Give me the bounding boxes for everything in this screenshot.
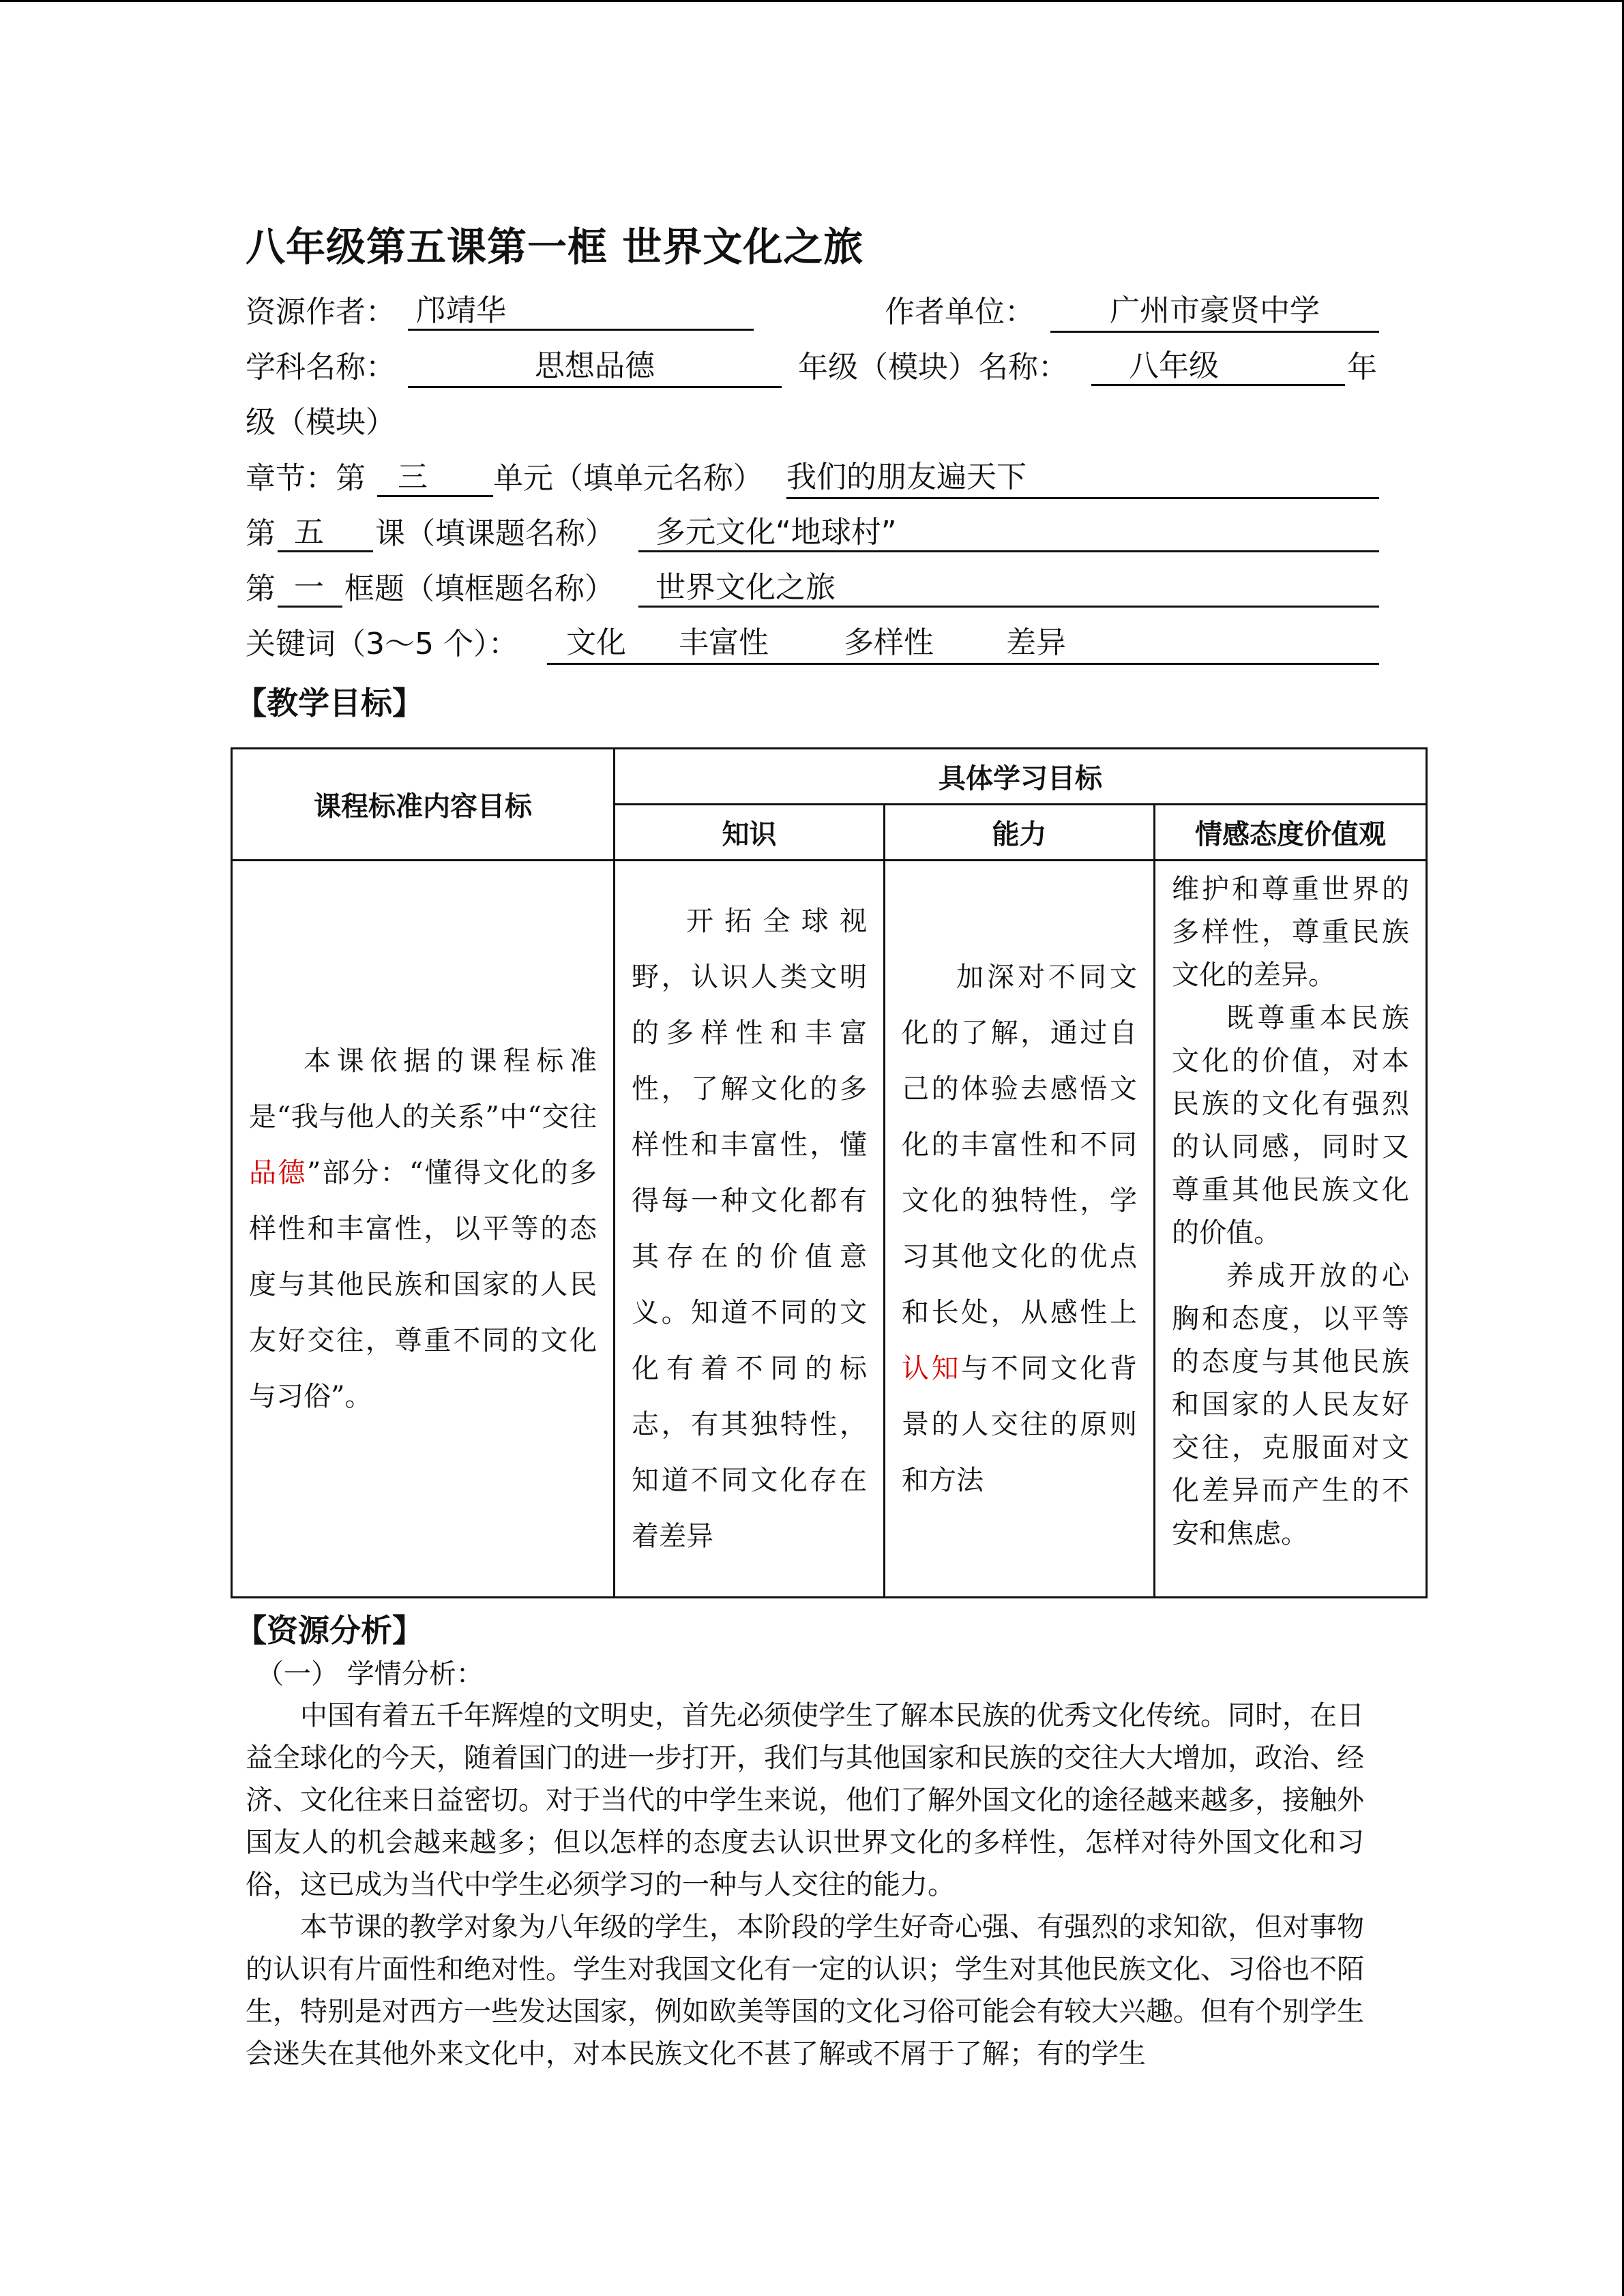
lesson-name: 多元文化“地球村” bbox=[638, 513, 1379, 552]
section-heading-resources: 【资源分析】 bbox=[235, 1612, 424, 1649]
lesson-prefix: 第 bbox=[246, 516, 276, 551]
paragraph: 本节课的教学对象为八年级的学生，本阶段的学生好奇心强、有强烈的求知欲，但对事物的认识有片面性和绝对性。学生对我国文化有一定的认识；学生对其他民族文化、习俗也不陌生，特别是对西方一些发达国家，例如欧美等国的文化习俗可能会有较大兴趣。但有个别学生会迷失在其他外来文化中，对本民族文化不甚了解或不屑于了解；有的学生 bbox=[246, 1911, 1364, 2070]
frame-prefix: 第 bbox=[246, 571, 276, 606]
cell-knowledge: 开拓全球视野，认识人类文明的多样性和丰富性，了解文化的多样性和丰富性，懂得每一种文化都有其存在的价值意义。知道不同的文化有着不同的标志，有其独特性，知道不同文化存在着差异 bbox=[615, 861, 885, 1598]
grade-suffix: 年 bbox=[1347, 350, 1377, 385]
grade-value: 八年级 bbox=[1091, 346, 1345, 386]
section-heading-goals: 【教学目标】 bbox=[235, 685, 424, 721]
highlight-text: 认知 bbox=[902, 1353, 962, 1384]
lesson-mid: 课（填课题名称） bbox=[375, 516, 615, 551]
objectives-table bbox=[231, 747, 1428, 1598]
keywords-label: 关键词（3～5 个）： bbox=[246, 627, 518, 661]
keyword: 丰富性 bbox=[679, 625, 769, 660]
keyword: 文化 bbox=[566, 625, 626, 660]
grade-suffix-wrap: 级（模块） bbox=[246, 405, 396, 440]
frame-number: 一 bbox=[278, 568, 342, 608]
keyword: 多样性 bbox=[844, 625, 934, 660]
cell-attitude: 维护和尊重世界的多样性，尊重民族文化的差异。 既尊重本民族文化的价值，对本民族的文化有强烈的认同感，同时又尊重其他民族文化的价值。 养成开放的心胸和态度，以平等的态度与其他民族和国家的人民友好交往，克服面对文化差异而产生的不安和焦虑。 bbox=[1155, 861, 1427, 1598]
page-title: 八年级第五课第一框 世界文化之旅 bbox=[246, 224, 864, 270]
header-ability: 能力 bbox=[885, 805, 1155, 861]
unit-label: 作者单位： bbox=[885, 295, 1035, 329]
cell-ability: 加深对不同文化的了解，通过自己的体验去感悟文化的丰富性和不同文化的独特性，学习其他文化的优点和长处，从感性上认知与不同文化背景的人交往的原则和方法 bbox=[885, 861, 1155, 1598]
sub-heading: （一） 学情分析： bbox=[256, 1658, 484, 1690]
keywords-value bbox=[547, 623, 1379, 665]
grade-label: 年级（模块）名称： bbox=[798, 350, 1068, 385]
chapter-label: 章节：第 bbox=[246, 461, 366, 496]
header-attitude: 情感态度价值观 bbox=[1155, 805, 1427, 861]
subject-value: 思想品德 bbox=[408, 346, 782, 388]
highlight-text: 品德 bbox=[249, 1157, 307, 1189]
header-standard: 课程标准内容目标 bbox=[232, 749, 615, 861]
chapter-number: 三 bbox=[377, 458, 493, 497]
author-label: 资源作者： bbox=[246, 295, 396, 329]
header-specific-goals: 具体学习目标 bbox=[615, 749, 1427, 805]
cell-standard: 本课依据的课程标准是“我与他人的关系”中“交往品德”部分：“懂得文化的多样性和丰富性，以平等的态度与其他民族和国家的人民友好交往，尊重不同的文化与习俗”。 bbox=[232, 861, 615, 1598]
chapter-mid: 单元（填单元名称） bbox=[493, 461, 763, 496]
paragraph: 中国有着五千年辉煌的文明史，首先必须使学生了解本民族的优秀文化传统。同时，在日益全球化的今天，随着国门的进一步打开，我们与其他国家和民族的交往大大增加，政治、经济、文化往来日益密切。对于当代的中学生来说，他们了解外国文化的途径越来越多，接触外国友人的机会越来越多；但以怎样的态度去认识世界文化的多样性，怎样对待外国文化和习俗，这已成为当代中学生必须学习的一种与人交往的能力。 bbox=[246, 1700, 1364, 1900]
header-knowledge: 知识 bbox=[615, 805, 885, 861]
keyword: 差异 bbox=[1006, 625, 1066, 660]
lesson-number: 五 bbox=[278, 513, 373, 552]
author-value: 邝靖华 bbox=[408, 291, 754, 331]
unit-value: 广州市豪贤中学 bbox=[1050, 291, 1379, 333]
chapter-name: 我们的朋友遍天下 bbox=[786, 458, 1379, 499]
frame-mid: 框题（填框题名称） bbox=[344, 571, 615, 606]
body-paragraphs bbox=[246, 1695, 1364, 2075]
subject-label: 学科名称： bbox=[246, 350, 396, 385]
frame-name: 世界文化之旅 bbox=[638, 568, 1379, 608]
